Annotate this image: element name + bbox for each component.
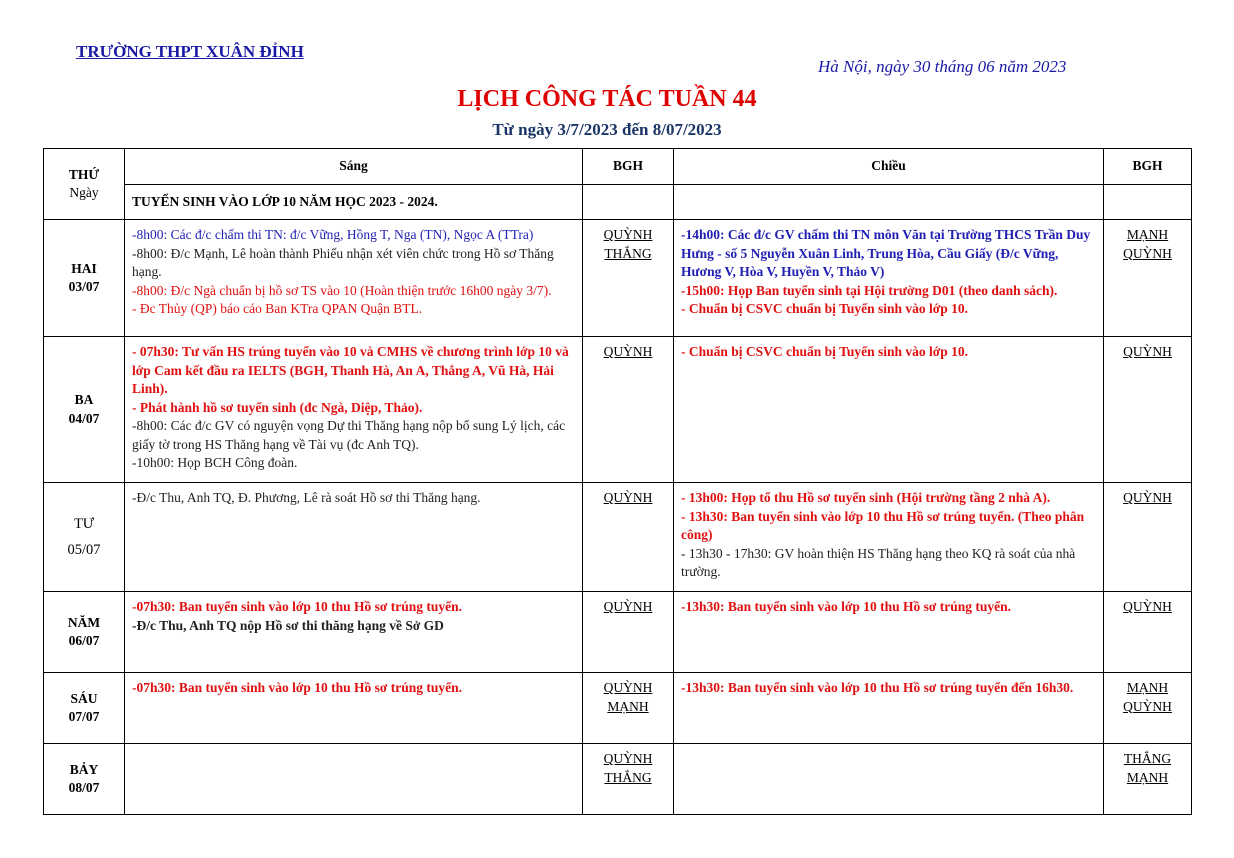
bgh-name: MẠNH xyxy=(1126,680,1169,695)
banner-row: TUYỂN SINH VÀO LỚP 10 NĂM HỌC 2023 - 2024. xyxy=(125,185,583,220)
afternoon-cell xyxy=(674,673,1104,744)
morning-item: -Đ/c Thu, Anh TQ nộp Hồ sơ thi thăng hạng về Sở GD xyxy=(132,617,444,633)
bgh-name: QUỲNH xyxy=(603,680,653,695)
morning-cell xyxy=(125,337,583,483)
bgh-morning-cell xyxy=(583,673,674,744)
day-date: 08/07 xyxy=(68,780,100,795)
afternoon-item: - 13h00: Họp tổ thu Hồ sơ tuyển sinh (Hội trường tầng 2 nhà A). xyxy=(681,490,1051,505)
header-afternoon: Chiều xyxy=(674,149,1104,185)
afternoon-cell xyxy=(674,483,1104,592)
morning-item: -8h00: Đ/c Ngà chuẩn bị hồ sơ TS vào 10 (Hoàn thiện trước 16h00 ngày 3/7). xyxy=(132,282,552,298)
day-name: SÁU xyxy=(70,690,98,706)
afternoon-item: -13h30: Ban tuyển sinh vào lớp 10 thu Hồ sơ trúng tuyển đến 16h30. xyxy=(681,680,1074,695)
bgh-name: QUỲNH xyxy=(603,490,653,505)
bgh-name: QUỲNH xyxy=(603,599,653,614)
table-row xyxy=(44,337,1192,483)
morning-item: -07h30: Ban tuyển sinh vào lớp 10 thu Hồ sơ trúng tuyển. xyxy=(132,599,463,614)
morning-cell xyxy=(125,483,583,592)
bgh-morning-cell xyxy=(583,337,674,483)
morning-item: - Phát hành hồ sơ tuyển sinh (đc Ngà, Diệp, Thảo). xyxy=(132,399,423,415)
day-date: 07/07 xyxy=(68,709,100,724)
bgh-afternoon-cell xyxy=(1104,483,1192,592)
afternoon-item: -13h30: Ban tuyển sinh vào lớp 10 thu Hồ sơ trúng tuyển. xyxy=(681,599,1012,614)
bgh-morning-cell xyxy=(583,483,674,592)
day-date: 04/07 xyxy=(68,410,100,426)
bgh-name: QUỲNH xyxy=(1123,698,1172,714)
morning-item: -Đ/c Thu, Anh TQ, Đ. Phương, Lê rà soát Hồ sơ thi Thăng hạng. xyxy=(132,490,481,505)
bgh-afternoon-cell xyxy=(1104,337,1192,483)
bgh-name: MẠNH xyxy=(607,698,649,714)
header-day xyxy=(44,149,125,220)
bgh-name: QUỲNH xyxy=(1123,490,1172,505)
morning-cell xyxy=(125,744,583,815)
day-name: BA xyxy=(74,392,94,407)
header-bgh-afternoon: BGH xyxy=(1104,149,1192,185)
bgh-name: QUỲNH xyxy=(603,344,653,359)
day-name: HAI xyxy=(71,260,97,276)
afternoon-cell xyxy=(674,744,1104,815)
afternoon-item: -15h00: Họp Ban tuyển sinh tại Hội trường D01 (theo danh sách). xyxy=(681,282,1058,298)
bgh-name: QUỲNH xyxy=(1123,344,1172,359)
morning-item: -8h00: Các đ/c GV có nguyện vọng Dự thi Thăng hạng nộp bổ sung Lý lịch, các giấy tờ trong HS Thăng hạng về Tài vụ (đc Anh TQ). xyxy=(132,418,566,452)
day-cell xyxy=(44,483,125,592)
banner-empty-2 xyxy=(674,185,1104,220)
morning-item: -10h00: Họp BCH Công đoàn. xyxy=(132,455,298,470)
morning-item: - 07h30: Tư vấn HS trúng tuyển vào 10 và CMHS về chương trình lớp 10 và lớp Cam kết đầu ra IELTS (BGH, Thanh Hà, An A, Thắng A, Vũ Hà, Hải Linh). xyxy=(132,344,569,396)
morning-cell xyxy=(125,673,583,744)
table-row xyxy=(44,220,1192,337)
header-ngay: Ngày xyxy=(69,185,99,200)
day-cell xyxy=(44,220,125,337)
day-cell xyxy=(44,673,125,744)
document-title: LỊCH CÔNG TÁC TUẦN 44 xyxy=(457,86,757,112)
header-bgh-morning: BGH xyxy=(583,149,674,185)
day-name: TƯ xyxy=(73,516,95,532)
bgh-afternoon-cell xyxy=(1104,673,1192,744)
bgh-name: QUỲNH xyxy=(1123,599,1172,614)
day-date: 06/07 xyxy=(68,633,100,648)
morning-cell xyxy=(125,592,583,673)
afternoon-item: - Chuẩn bị CSVC chuẩn bị Tuyển sinh vào lớp 10. xyxy=(681,301,968,316)
bgh-name: QUỲNH xyxy=(603,227,653,242)
table-row xyxy=(44,483,1192,592)
bgh-name: THẮNG xyxy=(1123,751,1172,766)
morning-item: -07h30: Ban tuyển sinh vào lớp 10 thu Hồ sơ trúng tuyển. xyxy=(132,680,463,695)
day-name: NĂM xyxy=(67,614,101,630)
header-thu: THỨ xyxy=(68,166,100,182)
bgh-name: THẮNG xyxy=(604,769,652,785)
table-row xyxy=(44,673,1192,744)
bgh-name: QUỲNH xyxy=(1123,245,1172,261)
header-morning: Sáng xyxy=(125,149,583,185)
afternoon-item: - 13h30 - 17h30: GV hoàn thiện HS Thăng hạng theo KQ rà soát của nhà trường. xyxy=(681,545,1076,579)
morning-item: -8h00: Các đ/c chấm thi TN: đ/c Vững, Hồng T, Nga (TN), Ngọc A (TTra) xyxy=(132,227,534,242)
afternoon-cell xyxy=(674,592,1104,673)
bgh-morning-cell xyxy=(583,744,674,815)
day-date: 03/07 xyxy=(68,279,100,294)
bgh-morning-cell xyxy=(583,592,674,673)
day-cell xyxy=(44,592,125,673)
table-row xyxy=(44,592,1192,673)
afternoon-cell xyxy=(674,220,1104,337)
banner-empty-1 xyxy=(583,185,674,220)
day-cell xyxy=(44,337,125,483)
school-name: TRƯỜNG THPT XUÂN ĐỈNH xyxy=(76,42,304,61)
bgh-name: MẠNH xyxy=(1126,227,1169,242)
table-row xyxy=(44,744,1192,815)
day-name: BẢY xyxy=(69,761,99,777)
morning-cell xyxy=(125,220,583,337)
banner-empty-3 xyxy=(1104,185,1192,220)
day-date: 05/07 xyxy=(67,542,101,558)
afternoon-cell xyxy=(674,337,1104,483)
bgh-afternoon-cell xyxy=(1104,592,1192,673)
afternoon-item: - Chuẩn bị CSVC chuẩn bị Tuyển sinh vào lớp 10. xyxy=(681,344,968,359)
dateline: Hà Nội, ngày 30 tháng 06 năm 2023 xyxy=(818,57,1067,76)
afternoon-item: -14h00: Các đ/c GV chấm thi TN môn Văn tại Trường THCS Trần Duy Hưng - số 5 Nguyễn Xuân Linh, Trung Hòa, Cầu Giấy (Đ/c Vững, Hương V, Hòa V, Huyền V, Thảo V) xyxy=(681,227,1091,279)
morning-item: - Đc Thủy (QP) báo cáo Ban KTra QPAN Quận BTL. xyxy=(132,301,423,316)
bgh-afternoon-cell xyxy=(1104,744,1192,815)
bgh-name: THẮNG xyxy=(604,245,652,261)
bgh-name: MẠNH xyxy=(1126,769,1169,785)
document-subtitle: Từ ngày 3/7/2023 đến 8/07/2023 xyxy=(492,120,722,139)
schedule-table xyxy=(43,148,1192,815)
morning-item: -8h00: Đ/c Mạnh, Lê hoàn thành Phiếu nhận xét viên chức trong Hồ sơ Thăng hạng. xyxy=(132,245,554,279)
day-cell xyxy=(44,744,125,815)
bgh-morning-cell xyxy=(583,220,674,337)
bgh-afternoon-cell xyxy=(1104,220,1192,337)
afternoon-item: - 13h30: Ban tuyển sinh vào lớp 10 thu Hồ sơ trúng tuyển. (Theo phân công) xyxy=(681,508,1085,542)
bgh-name: QUỲNH xyxy=(603,751,653,766)
